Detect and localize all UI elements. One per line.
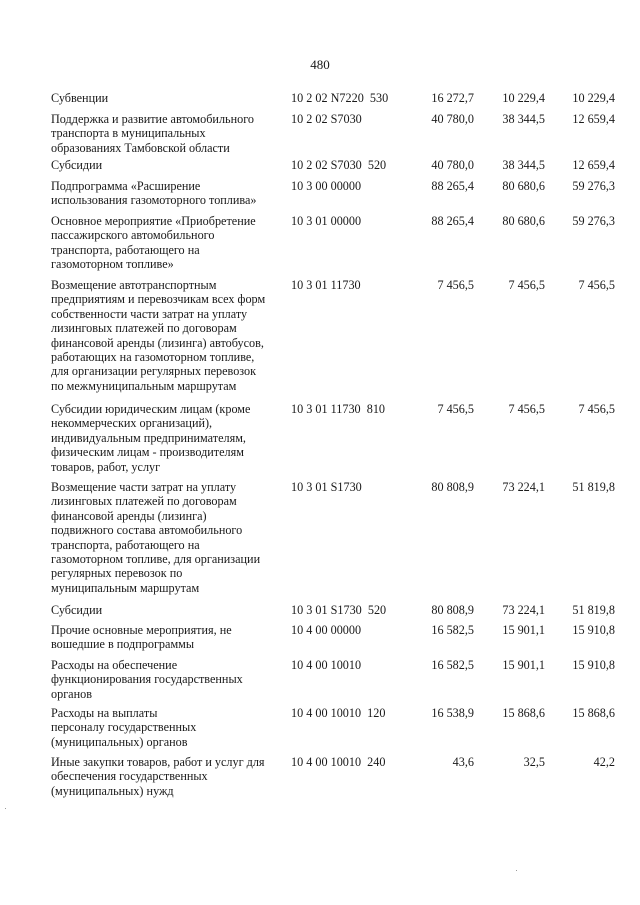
row-value-2: 7 456,5 — [508, 402, 545, 416]
row-description: Возмещение части затрат на уплату лизинговых платежей по договорам финансовой аренды (лизинга) подвижного состава автомобильного транспорта, работающего на газомоторном топливе, для организации регулярных перевозок по муниципальным маршрутам — [51, 480, 261, 595]
table-row — [0, 158, 640, 172]
scan-speck — [516, 870, 517, 871]
table-row — [0, 480, 640, 595]
page-number: 480 — [310, 57, 330, 72]
row-code: 10 2 02 S7030 520 — [291, 158, 387, 172]
row-code: 10 3 00 00000 — [291, 179, 362, 193]
row-value-3: 51 819,8 — [572, 480, 615, 494]
row-value-2: 80 680,6 — [502, 179, 545, 193]
row-value-3: 59 276,3 — [572, 214, 615, 228]
row-code: 10 4 00 00000 — [291, 623, 362, 637]
row-code: 10 3 01 00000 — [291, 214, 362, 228]
table-row — [0, 755, 640, 798]
row-value-1: 7 456,5 — [437, 278, 474, 292]
row-value-2: 38 344,5 — [502, 112, 545, 126]
row-code: 10 3 01 S1730 — [291, 480, 362, 494]
table-row — [0, 278, 640, 393]
row-value-1: 16 582,5 — [431, 623, 474, 637]
row-description: Субвенции — [51, 91, 109, 105]
row-value-1: 16 272,7 — [431, 91, 474, 105]
row-value-1: 88 265,4 — [431, 214, 474, 228]
scan-speck — [5, 808, 6, 809]
row-description: Расходы на выплаты персоналу государственных (муниципальных) органов — [51, 706, 197, 749]
table-row — [0, 603, 640, 617]
row-description: Иные закупки товаров, работ и услуг для обеспечения государственных (муниципальных) нужд — [51, 755, 265, 798]
row-value-1: 7 456,5 — [437, 402, 474, 416]
row-value-1: 88 265,4 — [431, 179, 474, 193]
row-value-3: 12 659,4 — [572, 112, 615, 126]
row-code: 10 4 00 10010 120 — [291, 706, 386, 720]
row-description: Прочие основные мероприятия, не вошедшие в подпрограммы — [51, 623, 232, 652]
row-value-2: 80 680,6 — [502, 214, 545, 228]
row-code: 10 3 01 S1730 520 — [291, 603, 387, 617]
row-value-3: 7 456,5 — [578, 278, 615, 292]
row-code: 10 4 00 10010 — [291, 658, 362, 672]
table-row — [0, 91, 640, 105]
row-value-1: 16 582,5 — [431, 658, 474, 672]
table-row — [0, 112, 640, 155]
row-description: Субсидии — [51, 603, 103, 617]
row-value-2: 7 456,5 — [508, 278, 545, 292]
row-value-1: 43,6 — [452, 755, 474, 769]
row-value-1: 80 808,9 — [431, 480, 474, 494]
row-description: Субсидии — [51, 158, 103, 172]
row-value-3: 12 659,4 — [572, 158, 615, 172]
row-value-3: 42,2 — [593, 755, 615, 769]
row-value-1: 40 780,0 — [431, 158, 474, 172]
row-value-3: 59 276,3 — [572, 179, 615, 193]
table-row — [0, 706, 640, 749]
row-value-1: 16 538,9 — [431, 706, 474, 720]
row-description: Возмещение автотранспортным предприятиям и перевозчикам всех форм собственности части затрат на уплату лизинговых платежей по договорам финансовой аренды (лизинга) автобусов, работающих на газомоторном топливе, для организации регулярных перевозок по межмуниципальным маршрутам — [51, 278, 266, 393]
row-value-3: 15 910,8 — [572, 623, 615, 637]
row-value-3: 7 456,5 — [578, 402, 615, 416]
row-description: Поддержка и развитие автомобильного транспорта в муниципальных образованиях Тамбовской области — [51, 112, 254, 155]
row-code: 10 3 01 11730 810 — [291, 402, 386, 416]
table-row — [0, 179, 640, 208]
row-value-3: 15 868,6 — [572, 706, 615, 720]
row-value-3: 51 819,8 — [572, 603, 615, 617]
row-value-2: 15 901,1 — [502, 623, 545, 637]
row-value-3: 15 910,8 — [572, 658, 615, 672]
row-value-2: 38 344,5 — [502, 158, 545, 172]
row-code: 10 2 02 S7030 — [291, 112, 362, 126]
row-value-1: 40 780,0 — [431, 112, 474, 126]
row-description: Расходы на обеспечение функционирования государственных органов — [51, 658, 243, 701]
row-value-2: 32,5 — [523, 755, 545, 769]
row-value-3: 10 229,4 — [572, 91, 615, 105]
row-value-2: 73 224,1 — [502, 603, 545, 617]
row-value-2: 10 229,4 — [502, 91, 545, 105]
row-description: Основное мероприятие «Приобретение пассажирского автомобильного транспорта, работающего на газомоторном топливе» — [51, 214, 256, 272]
row-description: Подпрограмма «Расширение использования газомоторного топлива» — [51, 179, 257, 208]
row-value-2: 15 868,6 — [502, 706, 545, 720]
table-row — [0, 402, 640, 474]
row-value-1: 80 808,9 — [431, 603, 474, 617]
table-row — [0, 658, 640, 701]
row-code: 10 3 01 11730 — [291, 278, 361, 292]
row-code: 10 4 00 10010 240 — [291, 755, 386, 769]
row-description: Субсидии юридическим лицам (кроме некоммерческих организаций), индивидуальным предпринимателям, физическим лицам - производителям товаров, работ, услуг — [51, 402, 251, 474]
row-code: 10 2 02 N7220 530 — [291, 91, 389, 105]
row-value-2: 15 901,1 — [502, 658, 545, 672]
table-row — [0, 623, 640, 652]
row-value-2: 73 224,1 — [502, 480, 545, 494]
table-row — [0, 214, 640, 272]
